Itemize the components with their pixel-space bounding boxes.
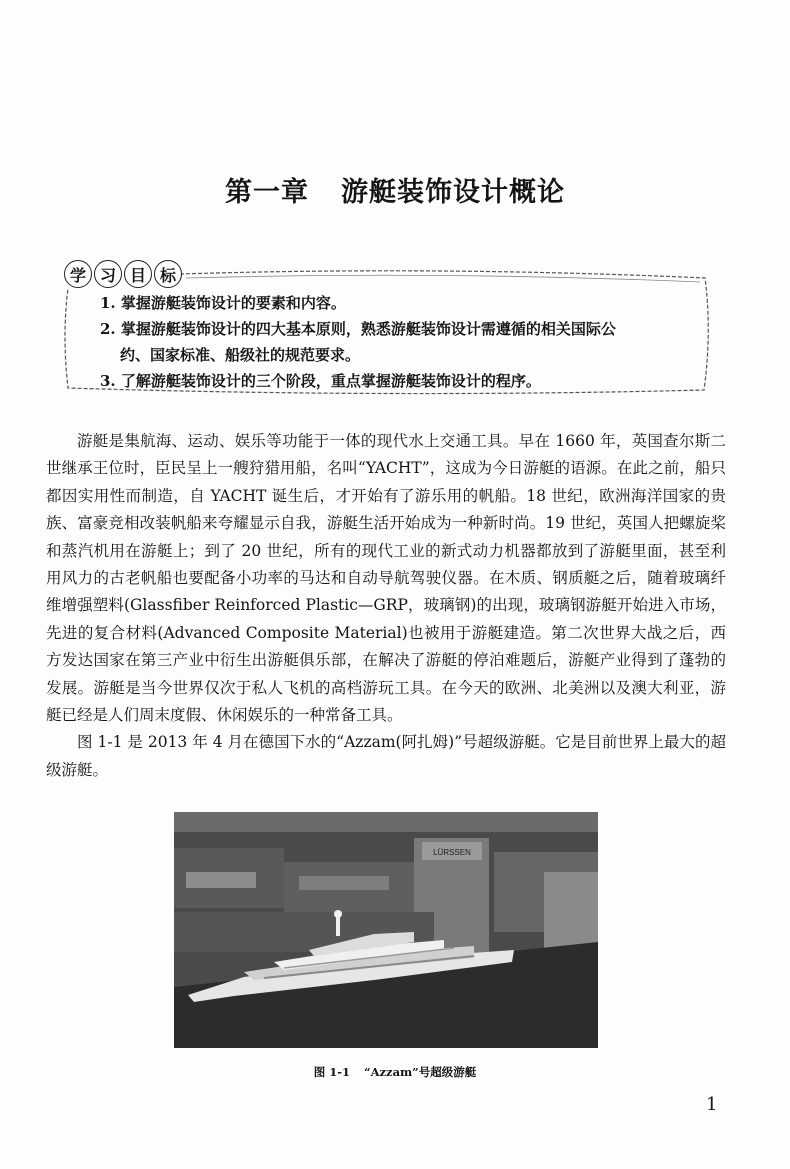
figure-caption: [0, 1064, 790, 1080]
learning-objectives-box: [60, 262, 710, 396]
chapter-name: 游艇装饰设计概论: [341, 177, 565, 208]
heading-char: 目: [124, 260, 152, 288]
page-number: 1: [706, 1094, 718, 1115]
yacht-illustration: [174, 812, 598, 1048]
body-text: [46, 428, 726, 784]
chapter-label: 第一章: [225, 177, 309, 208]
chapter-title: [0, 170, 790, 209]
objective-item: 1. 掌握游艇装饰设计的要素和内容。: [100, 294, 346, 312]
objective-item: 2. 掌握游艇装饰设计的四大基本原则，熟悉游艇装饰设计需遵循的相关国际公: [100, 320, 616, 338]
objectives-list: [100, 290, 710, 394]
building-sign-text: LÜRSSEN: [433, 848, 471, 857]
objectives-heading: [64, 260, 182, 288]
heading-char: 标: [154, 260, 182, 288]
paragraph: 游艇是集航海、运动、娱乐等功能于一体的现代水上交通工具。早在 1660 年，英国查尔斯二世继承王位时，臣民呈上一艘狩猎用船，名叫“YACHT”，这成为今日游艇的语源。在此之前，船只都因实用性而制造，自 YACHT 诞生后，才开始有了游乐用的帆船。18 世纪，欧洲海洋国家的贵族、富豪竞相改装帆船来夸耀显示自我，游艇生活开始成为一种新时尚。19 世纪，英国人把螺旋桨和蒸汽机用在游艇上；到了 20 世纪，所有的现代工业的新式动力机器都放到了游艇里面，甚至利用风力的古老帆船也要配备小功率的马达和自动导航驾驶仪器。在木质、钢质艇之后，随着玻璃纤维增强塑料(Glassfiber Reinforced Plastic—GRP，玻璃钢)的出现，玻璃钢游艇开始进入市场，先进的复合材料(Advanced Composite Material)也被用于游艇建造。第二次世界大战之后，西方发达国家在第三产业中衍生出游艇俱乐部，在解决了游艇的停泊难题后，游艇产业得到了蓬勃的发展。游艇是当今世界仅次于私人飞机的高档游玩工具。在今天的欧洲、北美洲以及澳大利亚，游艇已经是人们周末度假、休闲娱乐的一种常备工具。: [46, 432, 726, 725]
figure-caption-text: “Azzam”号超级游艇: [363, 1065, 477, 1079]
yacht-photo: [174, 812, 598, 1048]
figure-number: 图 1-1: [313, 1065, 350, 1079]
paragraph: 图 1-1 是 2013 年 4 月在德国下水的“Azzam(阿扎姆)”号超级游艇。它是目前世界上最大的超级游艇。: [46, 733, 726, 779]
heading-char: 学: [64, 260, 92, 288]
objective-item: 3. 了解游艇装饰设计的三个阶段，重点掌握游艇装饰设计的程序。: [100, 372, 541, 390]
heading-char: 习: [94, 260, 122, 288]
objective-item: 约、国家标准、船级社的规范要求。: [120, 346, 361, 364]
